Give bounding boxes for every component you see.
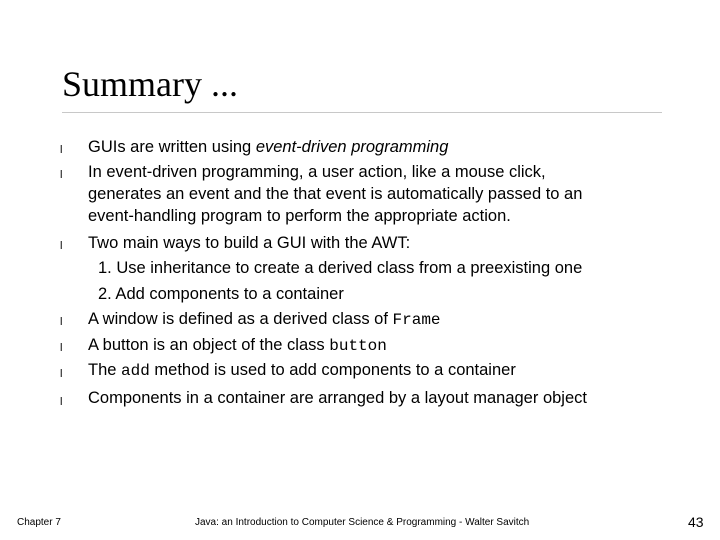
- list-item-emphasis: event-driven programming: [255, 138, 449, 156]
- sub-list-item: 1. Use inheritance to create a derived class from a preexisting one: [98, 259, 583, 277]
- list-item-line: event-handling program to perform the appropriate action.: [88, 207, 511, 225]
- bullet-marker-icon: l: [60, 342, 63, 354]
- footer-citation: Java: an Introduction to Computer Science & Programming - Walter Savitch: [195, 517, 530, 528]
- page-number: 43: [688, 514, 704, 530]
- list-item-text: GUIs are written using: [88, 138, 256, 156]
- list-item: Two main ways to build a GUI with the AWT:: [88, 234, 411, 252]
- bullet-marker-icon: l: [60, 396, 63, 408]
- list-item: [88, 137, 448, 157]
- bullet-marker-icon: l: [60, 368, 63, 380]
- list-item-line: In event-driven programming, a user action, like a mouse click,: [88, 163, 546, 181]
- code-term: add: [121, 362, 150, 380]
- footer-chapter: Chapter 7: [17, 517, 61, 528]
- sub-list-item: 2. Add components to a container: [98, 285, 344, 303]
- bullet-marker-icon: l: [60, 316, 63, 328]
- slide-title: Summary ...: [62, 64, 238, 104]
- list-item-line: generates an event and the that event is automatically passed to an: [88, 185, 583, 203]
- list-item: Components in a container are arranged by a layout manager object: [88, 389, 587, 407]
- list-item-text: The: [88, 361, 122, 379]
- code-term: button: [329, 337, 387, 355]
- bullet-marker-icon: l: [60, 240, 63, 252]
- list-item: [88, 360, 516, 381]
- list-item-text: A window is defined as a derived class of: [88, 310, 393, 328]
- code-term: Frame: [392, 311, 441, 329]
- bullet-marker-icon: l: [60, 144, 63, 156]
- bullet-marker-icon: l: [60, 169, 63, 181]
- list-item-text: A button is an object of the class: [88, 336, 330, 354]
- list-item-text: method is used to add components to a container: [149, 361, 516, 379]
- list-item: [88, 335, 387, 356]
- list-item: [88, 309, 441, 330]
